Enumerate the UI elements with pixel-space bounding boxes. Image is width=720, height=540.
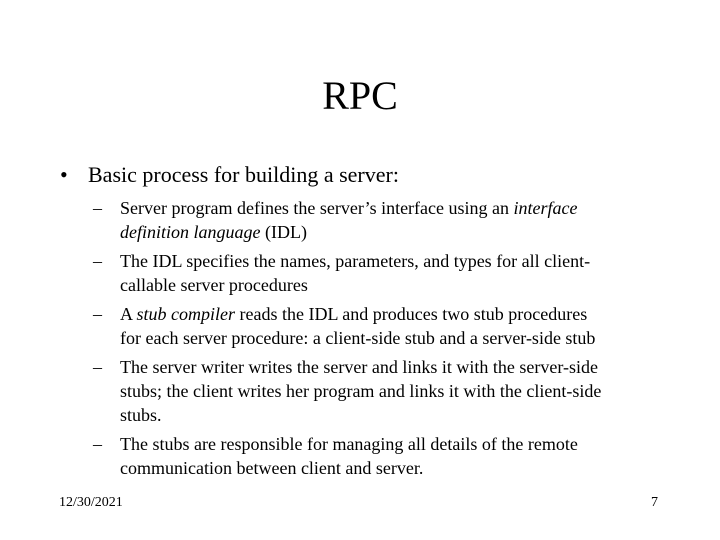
sub-bullet bbox=[93, 355, 673, 427]
sub-bullet-line: The IDL specifies the names, parameters, and types for all client- bbox=[120, 251, 591, 271]
dash-marker: – bbox=[93, 357, 102, 377]
italic-term: stub compiler bbox=[136, 304, 236, 324]
bullet-marker: • bbox=[60, 162, 68, 187]
sub-bullet-line: Server program defines the server’s interface using an interface bbox=[120, 198, 578, 218]
sub-bullet-line: stubs; the client writes her program and links it with the client-side bbox=[120, 381, 602, 401]
page-number: 7 bbox=[651, 495, 658, 510]
dash-marker: – bbox=[93, 434, 102, 454]
main-bullet-text: Basic process for building a server: bbox=[88, 162, 399, 187]
sub-bullet-line: communication between client and server. bbox=[120, 458, 424, 478]
dash-marker: – bbox=[93, 198, 102, 218]
sub-bullet-line: The stubs are responsible for managing all details of the remote bbox=[120, 434, 578, 454]
sub-bullet-list bbox=[93, 196, 673, 485]
sub-bullet-line: callable server procedures bbox=[120, 275, 308, 295]
sub-bullet-line: The server writer writes the server and links it with the server-side bbox=[120, 357, 598, 377]
dash-marker: – bbox=[93, 304, 102, 324]
sub-bullet-line: definition language (IDL) bbox=[120, 222, 307, 242]
dash-marker: – bbox=[93, 251, 102, 271]
footer-date: 12/30/2021 bbox=[59, 495, 123, 510]
sub-bullet bbox=[93, 432, 673, 480]
sub-bullet-line: for each server procedure: a client-side stub and a server-side stub bbox=[120, 328, 596, 348]
sub-bullet-line: A stub compiler reads the IDL and produces two stub procedures bbox=[120, 304, 588, 324]
sub-bullet bbox=[93, 302, 673, 350]
sub-bullet bbox=[93, 249, 673, 297]
italic-term: definition language bbox=[120, 222, 261, 242]
sub-bullet-line: stubs. bbox=[120, 405, 162, 425]
italic-term: interface bbox=[513, 198, 578, 218]
sub-bullet bbox=[93, 196, 673, 244]
slide-title: RPC bbox=[322, 73, 398, 118]
